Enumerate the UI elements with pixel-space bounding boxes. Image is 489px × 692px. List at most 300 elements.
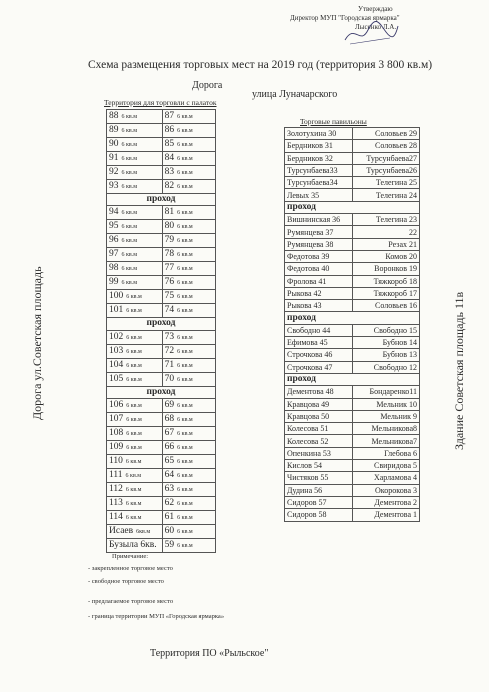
tent-size: 6 кв.м bbox=[121, 128, 138, 134]
tent-cell-left bbox=[107, 468, 163, 482]
legend-item: - граница территории МУП «Городская ярмарка» bbox=[88, 613, 225, 620]
legend-item: - закрепленное торговое место bbox=[88, 565, 173, 572]
pavilion-row bbox=[285, 177, 420, 189]
pavilion-row bbox=[285, 496, 420, 508]
pavilion-cell-left: Опенкина 53 bbox=[285, 447, 353, 459]
pavilion-cell-right: Соловьев 28 bbox=[352, 140, 420, 152]
pavilion-row bbox=[285, 337, 420, 349]
tent-size: 6 кв.м bbox=[126, 376, 142, 383]
approval-line2: Директор МУП "Городская ярмарка" bbox=[290, 14, 400, 22]
pavilion-cell-left: Федотова 39 bbox=[285, 250, 353, 262]
pavilion-cell-left: Сидоров 57 bbox=[285, 496, 353, 508]
tents-table bbox=[106, 109, 216, 553]
pavilion-cell-left: Сидоров 58 bbox=[285, 509, 353, 521]
pavilion-cell-left: Строчкова 46 bbox=[285, 349, 353, 361]
tent-size: 6 кв.м bbox=[177, 528, 193, 535]
tent-size: 6 кв.м bbox=[177, 252, 193, 259]
tent-size: 6 кв.м bbox=[121, 170, 138, 176]
pavilion-row bbox=[285, 128, 420, 140]
tent-number: 90 bbox=[109, 139, 119, 149]
pavilion-cell-left: Чистяков 55 bbox=[285, 472, 353, 484]
passage-label: проход bbox=[285, 201, 420, 213]
pavilion-row bbox=[285, 447, 420, 459]
tent-row bbox=[107, 330, 216, 344]
pavilion-cell-left: Строчкова 47 bbox=[285, 361, 353, 373]
tent-size: 6 кв.м bbox=[126, 334, 142, 341]
tent-cell-right bbox=[162, 248, 215, 262]
pavilion-cell-left: Колесова 51 bbox=[285, 423, 353, 435]
tent-cell-right bbox=[162, 372, 215, 386]
pavilion-cell-right: Турсунбаева27 bbox=[352, 152, 420, 164]
tent-cell-left bbox=[107, 398, 163, 412]
pavilion-cell-left: Дементова 48 bbox=[285, 386, 353, 398]
tent-number: 71 bbox=[164, 359, 175, 370]
tent-number: 82 bbox=[164, 181, 175, 191]
pavilion-cell-right: Глебова 6 bbox=[352, 447, 420, 459]
pavilion-cell-left: Вишнинская 36 bbox=[285, 214, 353, 226]
tent-size: 6 кв.м bbox=[177, 170, 193, 176]
tent-row bbox=[107, 372, 216, 386]
pavilion-row bbox=[285, 164, 420, 176]
bottom-label: Территория ПО «Рыльское" bbox=[150, 648, 269, 659]
pavilion-cell-right: Комов 20 bbox=[352, 250, 420, 262]
passage-row bbox=[285, 373, 420, 385]
tent-number: 102 bbox=[109, 331, 124, 342]
tent-cell-left bbox=[107, 304, 163, 318]
right-vertical-label: Здание Советская площадь 11в bbox=[452, 291, 466, 450]
tent-size: 6 кв.м bbox=[177, 334, 193, 341]
tent-number: 67 bbox=[164, 427, 175, 438]
pavilion-cell-right: Свиридова 5 bbox=[352, 460, 420, 472]
passage-row bbox=[107, 318, 216, 330]
tent-row bbox=[107, 152, 216, 166]
tent-number: 76 bbox=[164, 277, 175, 288]
tent-number: 75 bbox=[164, 291, 175, 302]
tent-cell-left bbox=[107, 124, 163, 138]
tent-row bbox=[107, 180, 216, 194]
pavilion-cell-right: Дементова 2 bbox=[352, 496, 420, 508]
tent-number: 60 bbox=[164, 525, 175, 536]
tent-number: 69 bbox=[164, 399, 175, 410]
tent-cell-left bbox=[107, 344, 163, 358]
tent-cell-left bbox=[107, 138, 163, 152]
tent-size: 6 кв.м bbox=[126, 416, 142, 423]
pavilion-cell-right: Резах 21 bbox=[352, 238, 420, 250]
tent-row bbox=[107, 496, 216, 510]
pavilion-cell-left: Фролова 41 bbox=[285, 275, 353, 287]
tent-size: 6 кв.м bbox=[121, 266, 138, 273]
tent-cell-left bbox=[107, 510, 163, 524]
tent-cell-right bbox=[162, 524, 215, 538]
pavilion-cell-left: Кравцова 49 bbox=[285, 398, 353, 410]
tent-cell-right bbox=[162, 220, 215, 234]
tent-cell-left bbox=[107, 496, 163, 510]
tent-cell-right bbox=[162, 124, 215, 138]
tent-size: 6 кв.м bbox=[121, 114, 138, 120]
tent-size: 6 кв.м bbox=[177, 348, 193, 355]
tent-cell-left bbox=[107, 206, 163, 220]
left-vertical-label: Дорога ул.Советская площадь bbox=[30, 266, 44, 420]
tent-size: 6 кв.м bbox=[125, 500, 142, 507]
tent-size: 6 кв.м bbox=[177, 294, 193, 301]
tent-size: 6 кв.м bbox=[126, 362, 142, 369]
pavilion-cell-right: Соловьев 29 bbox=[352, 128, 420, 140]
pavilion-cell-left: Рыкова 43 bbox=[285, 300, 353, 312]
pavilion-row bbox=[285, 484, 420, 496]
pavilion-cell-right: Мельникова7 bbox=[352, 435, 420, 447]
top-road-left: Дорога bbox=[192, 80, 223, 91]
tent-number: 111 bbox=[109, 469, 123, 480]
tent-cell-right bbox=[162, 510, 215, 524]
tent-cell-left bbox=[107, 426, 163, 440]
pavilion-row bbox=[285, 250, 420, 262]
tent-row bbox=[107, 262, 216, 276]
tent-number: 77 bbox=[164, 263, 175, 274]
tent-number: 66 bbox=[164, 441, 175, 452]
pavilion-row bbox=[285, 435, 420, 447]
pavilion-row bbox=[285, 472, 420, 484]
passage-label: проход bbox=[107, 386, 216, 398]
tent-number: 92 bbox=[109, 167, 119, 177]
tent-size: 6 кв.м bbox=[177, 142, 193, 148]
pavilion-cell-left: Колесова 52 bbox=[285, 435, 353, 447]
tent-cell-right bbox=[162, 180, 215, 194]
pavilion-cell-left: Румянцева 38 bbox=[285, 238, 353, 250]
tent-number: 81 bbox=[164, 207, 175, 218]
tent-number: 61 bbox=[164, 511, 175, 522]
tent-size: 6 кв.м bbox=[121, 210, 138, 217]
tent-cell-right bbox=[162, 538, 215, 552]
tent-cell-right bbox=[162, 496, 215, 510]
tent-size: 6 кв.м bbox=[177, 376, 193, 383]
tent-cell-right bbox=[162, 454, 215, 468]
pavilion-row bbox=[285, 386, 420, 398]
tent-cell-left bbox=[107, 180, 163, 194]
tent-cell-left bbox=[107, 166, 163, 180]
tent-cell-left bbox=[107, 276, 163, 290]
pavilion-cell-right: Бондаренко11 bbox=[352, 386, 420, 398]
tent-size: 6 кв.м bbox=[125, 514, 142, 521]
tent-cell-right bbox=[162, 152, 215, 166]
pavilion-row bbox=[285, 300, 420, 312]
tent-number: 103 bbox=[109, 345, 124, 356]
tent-cell-right bbox=[162, 468, 215, 482]
tent-size: 6 кв.м bbox=[177, 266, 193, 273]
tent-size: 6 кв.м bbox=[121, 142, 138, 148]
tent-cell-right bbox=[162, 138, 215, 152]
pavilion-row bbox=[285, 410, 420, 422]
tent-row bbox=[107, 524, 216, 538]
tent-row bbox=[107, 358, 216, 372]
pavilion-cell-left: Румянцева 37 bbox=[285, 226, 353, 238]
pavilion-cell-left: Дудина 56 bbox=[285, 484, 353, 496]
tent-number: 108 bbox=[109, 427, 124, 438]
tent-cell-left bbox=[107, 152, 163, 166]
page-title: Схема размещения торговых мест на 2019 год (территория 3 800 кв.м) bbox=[88, 59, 433, 71]
tent-number: 70 bbox=[164, 373, 175, 384]
tent-number: 87 bbox=[164, 111, 175, 121]
tent-size: 6 кв.м bbox=[121, 252, 138, 259]
pavilion-cell-right: Воронков 19 bbox=[352, 263, 420, 275]
tent-size: 6 кв.м bbox=[121, 156, 138, 162]
tent-number: 63 bbox=[164, 483, 175, 494]
tent-size: 6 кв.м bbox=[177, 444, 193, 451]
tent-cell-right bbox=[162, 166, 215, 180]
tent-number: 112 bbox=[109, 483, 123, 494]
tent-cell-right bbox=[162, 398, 215, 412]
tent-size: 6 кв.м bbox=[126, 348, 142, 355]
pavilion-row bbox=[285, 226, 420, 238]
tent-number: 97 bbox=[109, 249, 119, 260]
pavilion-cell-left: Кравцова 50 bbox=[285, 410, 353, 422]
pavilion-row bbox=[285, 275, 420, 287]
pavilion-row bbox=[285, 189, 420, 201]
tent-cell-right bbox=[162, 358, 215, 372]
passage-label: проход bbox=[107, 318, 216, 330]
pavilion-cell-left: Федотова 40 bbox=[285, 263, 353, 275]
tent-row bbox=[107, 510, 216, 524]
pavilion-row bbox=[285, 324, 420, 336]
tent-cell-right bbox=[162, 234, 215, 248]
pavilion-cell-left: Турсунбаева33 bbox=[285, 164, 353, 176]
pavilion-cell-left: Кислов 54 bbox=[285, 460, 353, 472]
tent-number: 72 bbox=[164, 345, 175, 356]
pavilion-cell-right: Мельникова8 bbox=[352, 423, 420, 435]
tent-size: 6 кв.м bbox=[126, 294, 142, 301]
passage-row bbox=[107, 194, 216, 206]
tent-row bbox=[107, 426, 216, 440]
tent-number: 95 bbox=[109, 221, 119, 232]
tent-cell-left bbox=[107, 330, 163, 344]
tent-size: 6 кв.м bbox=[121, 238, 138, 245]
pavilion-cell-right: Соловьев 16 bbox=[352, 300, 420, 312]
pavilion-row bbox=[285, 398, 420, 410]
pavilion-cell-right: Турсунбаева26 bbox=[352, 164, 420, 176]
tent-cell-right bbox=[162, 290, 215, 304]
pavilion-row bbox=[285, 509, 420, 521]
tent-cell-left bbox=[107, 538, 163, 552]
tent-row bbox=[107, 248, 216, 262]
tent-cell-right bbox=[162, 440, 215, 454]
tent-cell-left bbox=[107, 262, 163, 276]
tent-cell-right bbox=[162, 206, 215, 220]
pavilion-row bbox=[285, 361, 420, 373]
tent-row bbox=[107, 110, 216, 124]
tent-row bbox=[107, 454, 216, 468]
tent-cell-left bbox=[107, 234, 163, 248]
tent-row bbox=[107, 412, 216, 426]
legend-item: - предлагаемое торговое место bbox=[88, 598, 174, 605]
tent-size: 6 кв.м bbox=[121, 184, 138, 190]
tent-size: 6 кв.м bbox=[177, 472, 193, 479]
tent-size: 6 кв.м bbox=[177, 416, 193, 423]
tent-cell-left bbox=[107, 372, 163, 386]
tent-cell-left bbox=[107, 440, 163, 454]
tent-size: 6 кв.м bbox=[177, 308, 193, 315]
tent-cell-left bbox=[107, 482, 163, 496]
tent-row bbox=[107, 166, 216, 180]
tent-cell-left bbox=[107, 358, 163, 372]
approval-line1: Утверждаю bbox=[358, 5, 393, 13]
passage-row bbox=[107, 386, 216, 398]
tent-row bbox=[107, 290, 216, 304]
tent-cell-right bbox=[162, 412, 215, 426]
tent-number: 114 bbox=[109, 511, 123, 522]
tent-cell-left bbox=[107, 248, 163, 262]
tent-size: 6 кв.м bbox=[177, 224, 193, 231]
pavilion-cell-right: Телегина 25 bbox=[352, 177, 420, 189]
pavilion-cell-left: Левых 35 bbox=[285, 189, 353, 201]
tent-number: 64 bbox=[164, 469, 175, 480]
pavilion-row bbox=[285, 263, 420, 275]
tent-number: 93 bbox=[109, 181, 119, 191]
tent-number: 59 bbox=[164, 539, 175, 550]
tent-number: 68 bbox=[164, 413, 175, 424]
pavilion-cell-right: 22 bbox=[352, 226, 420, 238]
tent-size: 6 кв.м bbox=[177, 156, 193, 162]
tent-size: 6 кв.м bbox=[125, 486, 142, 493]
tent-number: 94 bbox=[109, 207, 119, 218]
tent-number: Исаев bbox=[109, 525, 134, 536]
passage-row bbox=[285, 201, 420, 213]
tent-size: 6кв.м bbox=[136, 528, 151, 535]
pavilion-cell-left: Турсунбаева34 bbox=[285, 177, 353, 189]
pavilion-row bbox=[285, 214, 420, 226]
tent-size: 6 кв.м bbox=[177, 280, 193, 287]
tent-number: 104 bbox=[109, 359, 124, 370]
tent-number: 89 bbox=[109, 125, 119, 135]
pavilion-cell-right: Мельник 10 bbox=[352, 398, 420, 410]
tent-cell-left bbox=[107, 454, 163, 468]
pavilion-cell-left: Рыкова 42 bbox=[285, 287, 353, 299]
approval-line3: Лысенко Л.А. bbox=[355, 23, 397, 31]
pavilion-row bbox=[285, 238, 420, 250]
pavilion-cell-right: Телегина 23 bbox=[352, 214, 420, 226]
tent-size: 6 кв.м bbox=[177, 210, 193, 217]
tent-row bbox=[107, 304, 216, 318]
pavilion-row bbox=[285, 140, 420, 152]
tent-number: 79 bbox=[164, 235, 175, 246]
pavilion-cell-left: Бердников 31 bbox=[285, 140, 353, 152]
tent-cell-right bbox=[162, 344, 215, 358]
tent-number: 65 bbox=[164, 455, 175, 466]
tent-number: 78 bbox=[164, 249, 175, 260]
pavilion-cell-right: Мельник 9 bbox=[352, 410, 420, 422]
tent-cell-left bbox=[107, 110, 163, 124]
legend-item: - свободное торговое место bbox=[88, 578, 164, 585]
tent-cell-left bbox=[107, 290, 163, 304]
tent-row bbox=[107, 138, 216, 152]
pavilion-cell-left: Бердников 32 bbox=[285, 152, 353, 164]
pavilion-cell-right: Харламова 4 bbox=[352, 472, 420, 484]
pavilion-cell-right: Дементова 1 bbox=[352, 509, 420, 521]
tent-cell-right bbox=[162, 426, 215, 440]
tent-row bbox=[107, 124, 216, 138]
tent-size: 6 кв.м bbox=[126, 430, 142, 437]
tent-row bbox=[107, 482, 216, 496]
tent-number: 101 bbox=[109, 305, 124, 316]
tent-cell-right bbox=[162, 482, 215, 496]
tent-number: 96 bbox=[109, 235, 119, 246]
tent-row bbox=[107, 398, 216, 412]
tent-number: 73 bbox=[164, 331, 175, 342]
signature-icon bbox=[340, 18, 400, 48]
tent-number: 84 bbox=[164, 153, 175, 163]
pavilions-table bbox=[284, 127, 420, 522]
pavilion-cell-right: Свободно 12 bbox=[352, 361, 420, 373]
tent-cell-right bbox=[162, 262, 215, 276]
passage-label: проход bbox=[107, 194, 216, 206]
pavilion-cell-right: Окорокова 3 bbox=[352, 484, 420, 496]
tent-number: 85 bbox=[164, 139, 175, 149]
pavilion-cell-right: Бубнов 14 bbox=[352, 337, 420, 349]
pavilion-cell-left: Ефимова 45 bbox=[285, 337, 353, 349]
tent-size: 6 кв.м bbox=[177, 500, 193, 507]
tent-row bbox=[107, 234, 216, 248]
tent-number: 113 bbox=[109, 497, 123, 508]
tent-cell-left bbox=[107, 524, 163, 538]
tent-number: 91 bbox=[109, 153, 119, 163]
tent-row bbox=[107, 344, 216, 358]
tent-row bbox=[107, 538, 216, 552]
passage-label: проход bbox=[285, 312, 420, 324]
tent-size: 6 кв.м bbox=[177, 362, 193, 369]
legend-heading: Примечание: bbox=[112, 553, 149, 560]
tent-cell-right bbox=[162, 110, 215, 124]
tent-number: 83 bbox=[164, 167, 175, 177]
tent-size: 6 кв.м bbox=[121, 224, 138, 231]
pavilion-cell-right: Телегина 24 bbox=[352, 189, 420, 201]
tent-size: 6 кв.м bbox=[177, 184, 193, 190]
tent-number: 109 bbox=[109, 441, 124, 452]
tent-number: 86 bbox=[164, 125, 175, 135]
tent-size: 6 кв.м bbox=[177, 514, 193, 521]
tent-cell-right bbox=[162, 330, 215, 344]
tent-cell-right bbox=[162, 304, 215, 318]
tent-size: 6 кв.м bbox=[126, 308, 142, 315]
pavilion-cell-right: Бубнов 13 bbox=[352, 349, 420, 361]
top-road-right: улица Луначарского bbox=[252, 89, 338, 100]
tent-number: 62 bbox=[164, 497, 175, 508]
tent-number: Бузыла 6кв. bbox=[109, 539, 157, 550]
tent-size: 6 кв.м bbox=[177, 238, 193, 245]
tent-size: 6 кв.м bbox=[125, 472, 142, 479]
pavilion-row bbox=[285, 423, 420, 435]
tent-size: 6 кв.м bbox=[177, 114, 193, 120]
tent-cell-right bbox=[162, 276, 215, 290]
tent-size: 6 кв.м bbox=[121, 280, 138, 287]
pavilion-cell-right: Свободно 15 bbox=[352, 324, 420, 336]
pavilion-row bbox=[285, 287, 420, 299]
tent-size: 6 кв.м bbox=[126, 402, 142, 409]
tent-size: 6 кв.м bbox=[177, 128, 193, 134]
pavilion-cell-left: Золотухина 30 bbox=[285, 128, 353, 140]
tent-cell-left bbox=[107, 220, 163, 234]
tent-number: 98 bbox=[109, 263, 119, 274]
passage-row bbox=[285, 312, 420, 324]
pavilion-cell-left: Свободно 44 bbox=[285, 324, 353, 336]
tent-size: 6 кв.м bbox=[177, 430, 193, 437]
tent-number: 99 bbox=[109, 277, 119, 288]
pavilion-cell-right: Тяжкороб 18 bbox=[352, 275, 420, 287]
tent-cell-left bbox=[107, 412, 163, 426]
tent-size: 6 кв.м bbox=[177, 402, 193, 409]
tent-size: 6 кв.м bbox=[125, 458, 142, 465]
tent-number: 107 bbox=[109, 413, 124, 424]
tent-number: 110 bbox=[109, 455, 123, 466]
tent-number: 100 bbox=[109, 291, 124, 302]
tent-number: 80 bbox=[164, 221, 175, 232]
